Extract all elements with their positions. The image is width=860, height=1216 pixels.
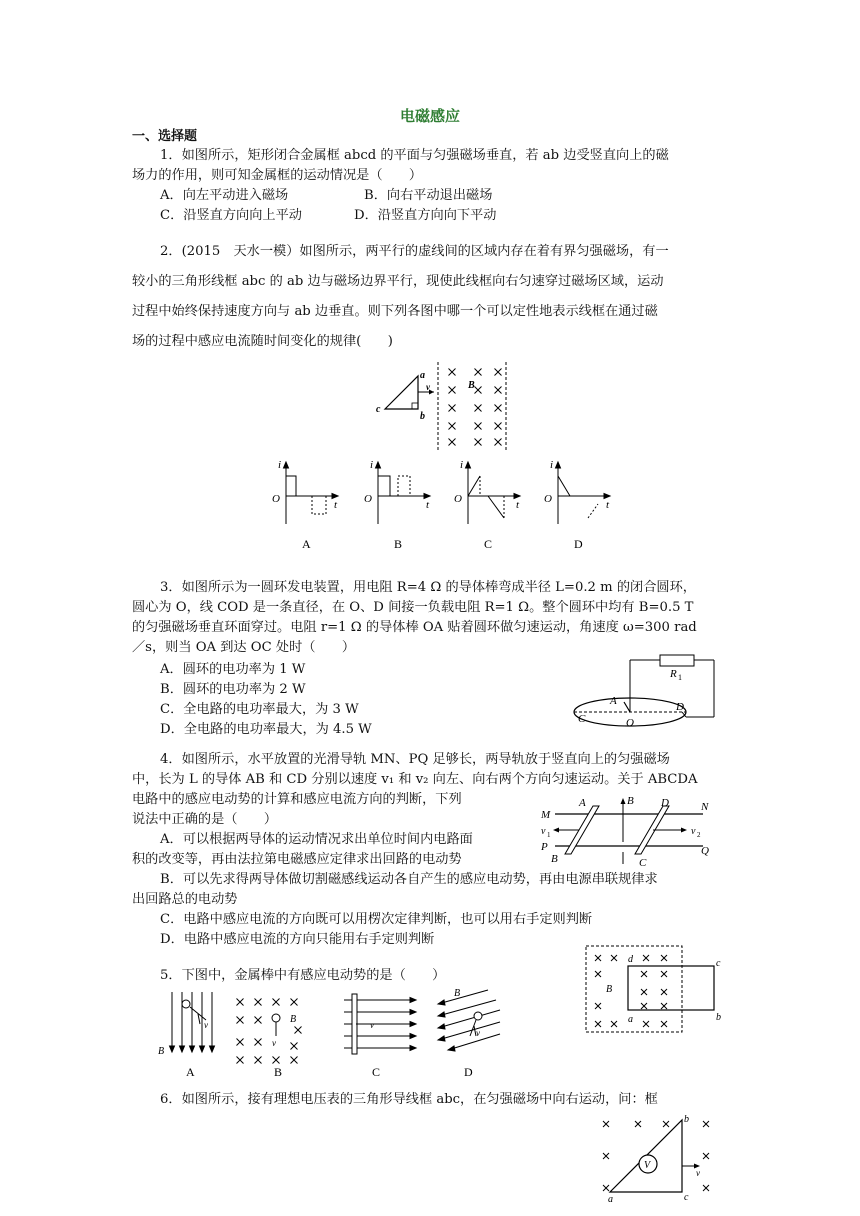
label-c: c — [716, 958, 721, 969]
resistor-r1 — [660, 655, 694, 666]
q3-option-b: B．圆环的电功率为 2 W — [160, 682, 306, 697]
q5-options-figure — [158, 990, 508, 1080]
svg-text:A: A — [302, 537, 311, 551]
q3-line1: 3．如图所示为一圆环发电装置，用电阻 R=4 Ω 的导体棒弯成半径 L=0.2 m 的闭合圆环， — [160, 580, 696, 595]
label-b: b — [420, 411, 425, 422]
label-C: C — [578, 713, 586, 725]
label-v: v — [426, 382, 430, 392]
graph-D — [544, 459, 610, 551]
q2-field-figure — [370, 362, 520, 454]
label-c: c — [684, 1192, 689, 1203]
q4-line1: 4．如图所示，水平放置的光滑导轨 MN、PQ 足够长，两导轨放于竖直向上的匀强磁场 — [160, 752, 670, 767]
label-O: O — [626, 717, 634, 729]
svg-text:O: O — [364, 493, 372, 505]
label-a: a — [608, 1194, 613, 1205]
label-B: B — [606, 984, 613, 995]
q2-line2: 较小的三角形线框 abc 的 ab 边与磁场边界平行，现使此线框向右匀速穿过磁场区域，运动 — [132, 274, 664, 289]
label-b: b — [684, 1114, 689, 1125]
q3-line3: 的匀强磁场垂直环面穿过。电阻 r=1 Ω 的导体棒 OA 贴着圆环做匀速运动，角速度 ω=300 rad — [132, 620, 697, 635]
q5-caption-b: B — [274, 1065, 283, 1079]
label-B: B — [551, 853, 558, 865]
q4-option-a2: 积的改变等，再由法拉第电磁感应定律求出回路的电动势 — [132, 852, 462, 867]
svg-text:O: O — [272, 493, 280, 505]
page-title: 电磁感应 — [399, 107, 460, 125]
label-v1-sub: 1 — [547, 831, 551, 839]
label-C: C — [639, 857, 647, 869]
label-a: a — [420, 370, 425, 381]
q1-line2: 场力的作用，则可知金属框的运动情况是（ ） — [132, 168, 423, 183]
label-v: v — [204, 1020, 208, 1030]
svg-text:i: i — [460, 459, 464, 471]
q4-rails-figure — [535, 792, 715, 870]
q3-option-c: C．全电路的电功率最大，为 3 W — [160, 702, 359, 717]
svg-text:O: O — [454, 493, 462, 505]
label-v: v — [696, 1168, 700, 1178]
q5-caption-d: D — [464, 1065, 473, 1079]
label-v: v — [476, 1028, 480, 1038]
label-a: a — [628, 1014, 633, 1025]
label-v1: v — [541, 826, 546, 837]
q5-frame-figure — [584, 944, 734, 1036]
svg-text:t: t — [334, 499, 338, 511]
label-B: B — [158, 1046, 165, 1057]
label-M: M — [541, 809, 551, 821]
q5-caption-c: C — [372, 1065, 381, 1079]
q1-option-b: B．向右平动退出磁场 — [364, 188, 493, 203]
q3-line4: ／s，则当 OA 到达 OC 处时（ ） — [132, 640, 356, 655]
field-crosses — [449, 369, 502, 446]
label-B: B — [290, 1014, 297, 1025]
label-B: B — [468, 380, 475, 391]
label-A: A — [579, 797, 586, 809]
svg-text:t: t — [606, 499, 610, 511]
label-v2-sub: 2 — [697, 831, 701, 839]
label-P: P — [541, 841, 548, 853]
q2-line3: 过程中始终保持速度方向与 ab 边垂直。则下列各图中哪一个可以定性地表示线框在通过磁 — [132, 304, 658, 319]
q1-line1: 1．如图所示，矩形闭合金属框 abcd 的平面与匀强磁场垂直，若 ab 边受竖直向上的磁 — [160, 148, 669, 163]
triangle-frame — [385, 376, 418, 409]
section-heading: 一、选择题 — [132, 129, 198, 144]
q6-line1: 6．如图所示，接有理想电压表的三角形导线框 abc，在匀强磁场中向右运动，问：框 — [160, 1092, 658, 1107]
q4-option-b2: 出回路总的电动势 — [132, 892, 238, 907]
svg-text:D: D — [574, 537, 583, 551]
label-D: D — [676, 701, 684, 713]
q3-option-a: A．圆环的电功率为 1 W — [160, 662, 306, 677]
svg-text:O: O — [544, 493, 552, 505]
q1-option-a: A．向左平动进入磁场 — [160, 188, 289, 203]
q4-option-d: D．电路中感应电流的方向只能用右手定则判断 — [160, 932, 435, 947]
label-v: v — [370, 1020, 374, 1030]
label-v: v — [272, 1038, 276, 1048]
q2-line1: 2．(2015 天水一模）如图所示，两平行的虚线间的区域内存在着有界匀强磁场，有一 — [160, 244, 669, 259]
label-N: N — [701, 801, 709, 813]
svg-text:i: i — [370, 459, 374, 471]
q5-caption-a: A — [186, 1065, 195, 1079]
q1-option-d: D．沿竖直方向向下平动 — [354, 208, 497, 223]
q3-option-d: D．全电路的电功率最大，为 4.5 W — [160, 722, 372, 737]
label-R1-sub: 1 — [678, 673, 682, 682]
q4-option-c: C．电路中感应电流的方向既可以用楞次定律判断，也可以用右手定则判断 — [160, 912, 593, 927]
q4-line3: 电路中的感应电动势的计算和感应电流方向的判断，下列 — [132, 792, 462, 807]
graph-B — [364, 459, 430, 551]
svg-text:t: t — [516, 499, 520, 511]
label-d: d — [628, 954, 633, 965]
graph-C — [454, 459, 520, 551]
label-B: B — [454, 988, 461, 999]
label-D: D — [661, 797, 669, 809]
q4-line4: 说法中正确的是（ ） — [132, 812, 278, 827]
label-field-B: B — [627, 795, 634, 807]
svg-text:t: t — [426, 499, 430, 511]
label-c: c — [376, 404, 381, 415]
q4-option-a1: A．可以根据两导体的运动情况求出单位时间内电路面 — [160, 832, 473, 847]
svg-text:C: C — [484, 537, 493, 551]
graph-A — [272, 459, 338, 551]
q5-line1: 5．下图中，金属棒中有感应电动势的是（ ） — [160, 968, 446, 983]
q2-graphs — [262, 458, 610, 554]
svg-text:i: i — [550, 459, 554, 471]
q4-option-b1: B．可以先求得两导体做切割磁感线运动各自产生的感应电动势，再由电源串联规律求 — [160, 872, 658, 887]
q3-ring-figure — [574, 652, 724, 732]
label-V: V — [644, 1160, 651, 1171]
q3-line2: 圆心为 O，线 COD 是一条直径，在 O、D 间接一负载电阻 R=1 Ω。整个圆环中均有 B=0.5 T — [132, 600, 694, 615]
svg-text:i: i — [278, 459, 282, 471]
label-A: A — [610, 695, 617, 707]
label-R1: R — [670, 668, 677, 680]
label-b: b — [716, 1012, 721, 1023]
svg-text:B: B — [394, 537, 403, 551]
q2-line4: 场的过程中感应电流随时间变化的规律( ) — [132, 334, 393, 349]
q6-figure — [598, 1114, 718, 1204]
q1-option-c: C．沿竖直方向向上平动 — [160, 208, 302, 223]
q4-line2: 中，长为 L 的导体 AB 和 CD 分别以速度 v₁ 和 v₂ 向左、向右两个方向匀速运动。关于 ABCDA — [132, 772, 698, 787]
label-v2: v — [691, 826, 696, 837]
label-Q: Q — [701, 845, 709, 857]
